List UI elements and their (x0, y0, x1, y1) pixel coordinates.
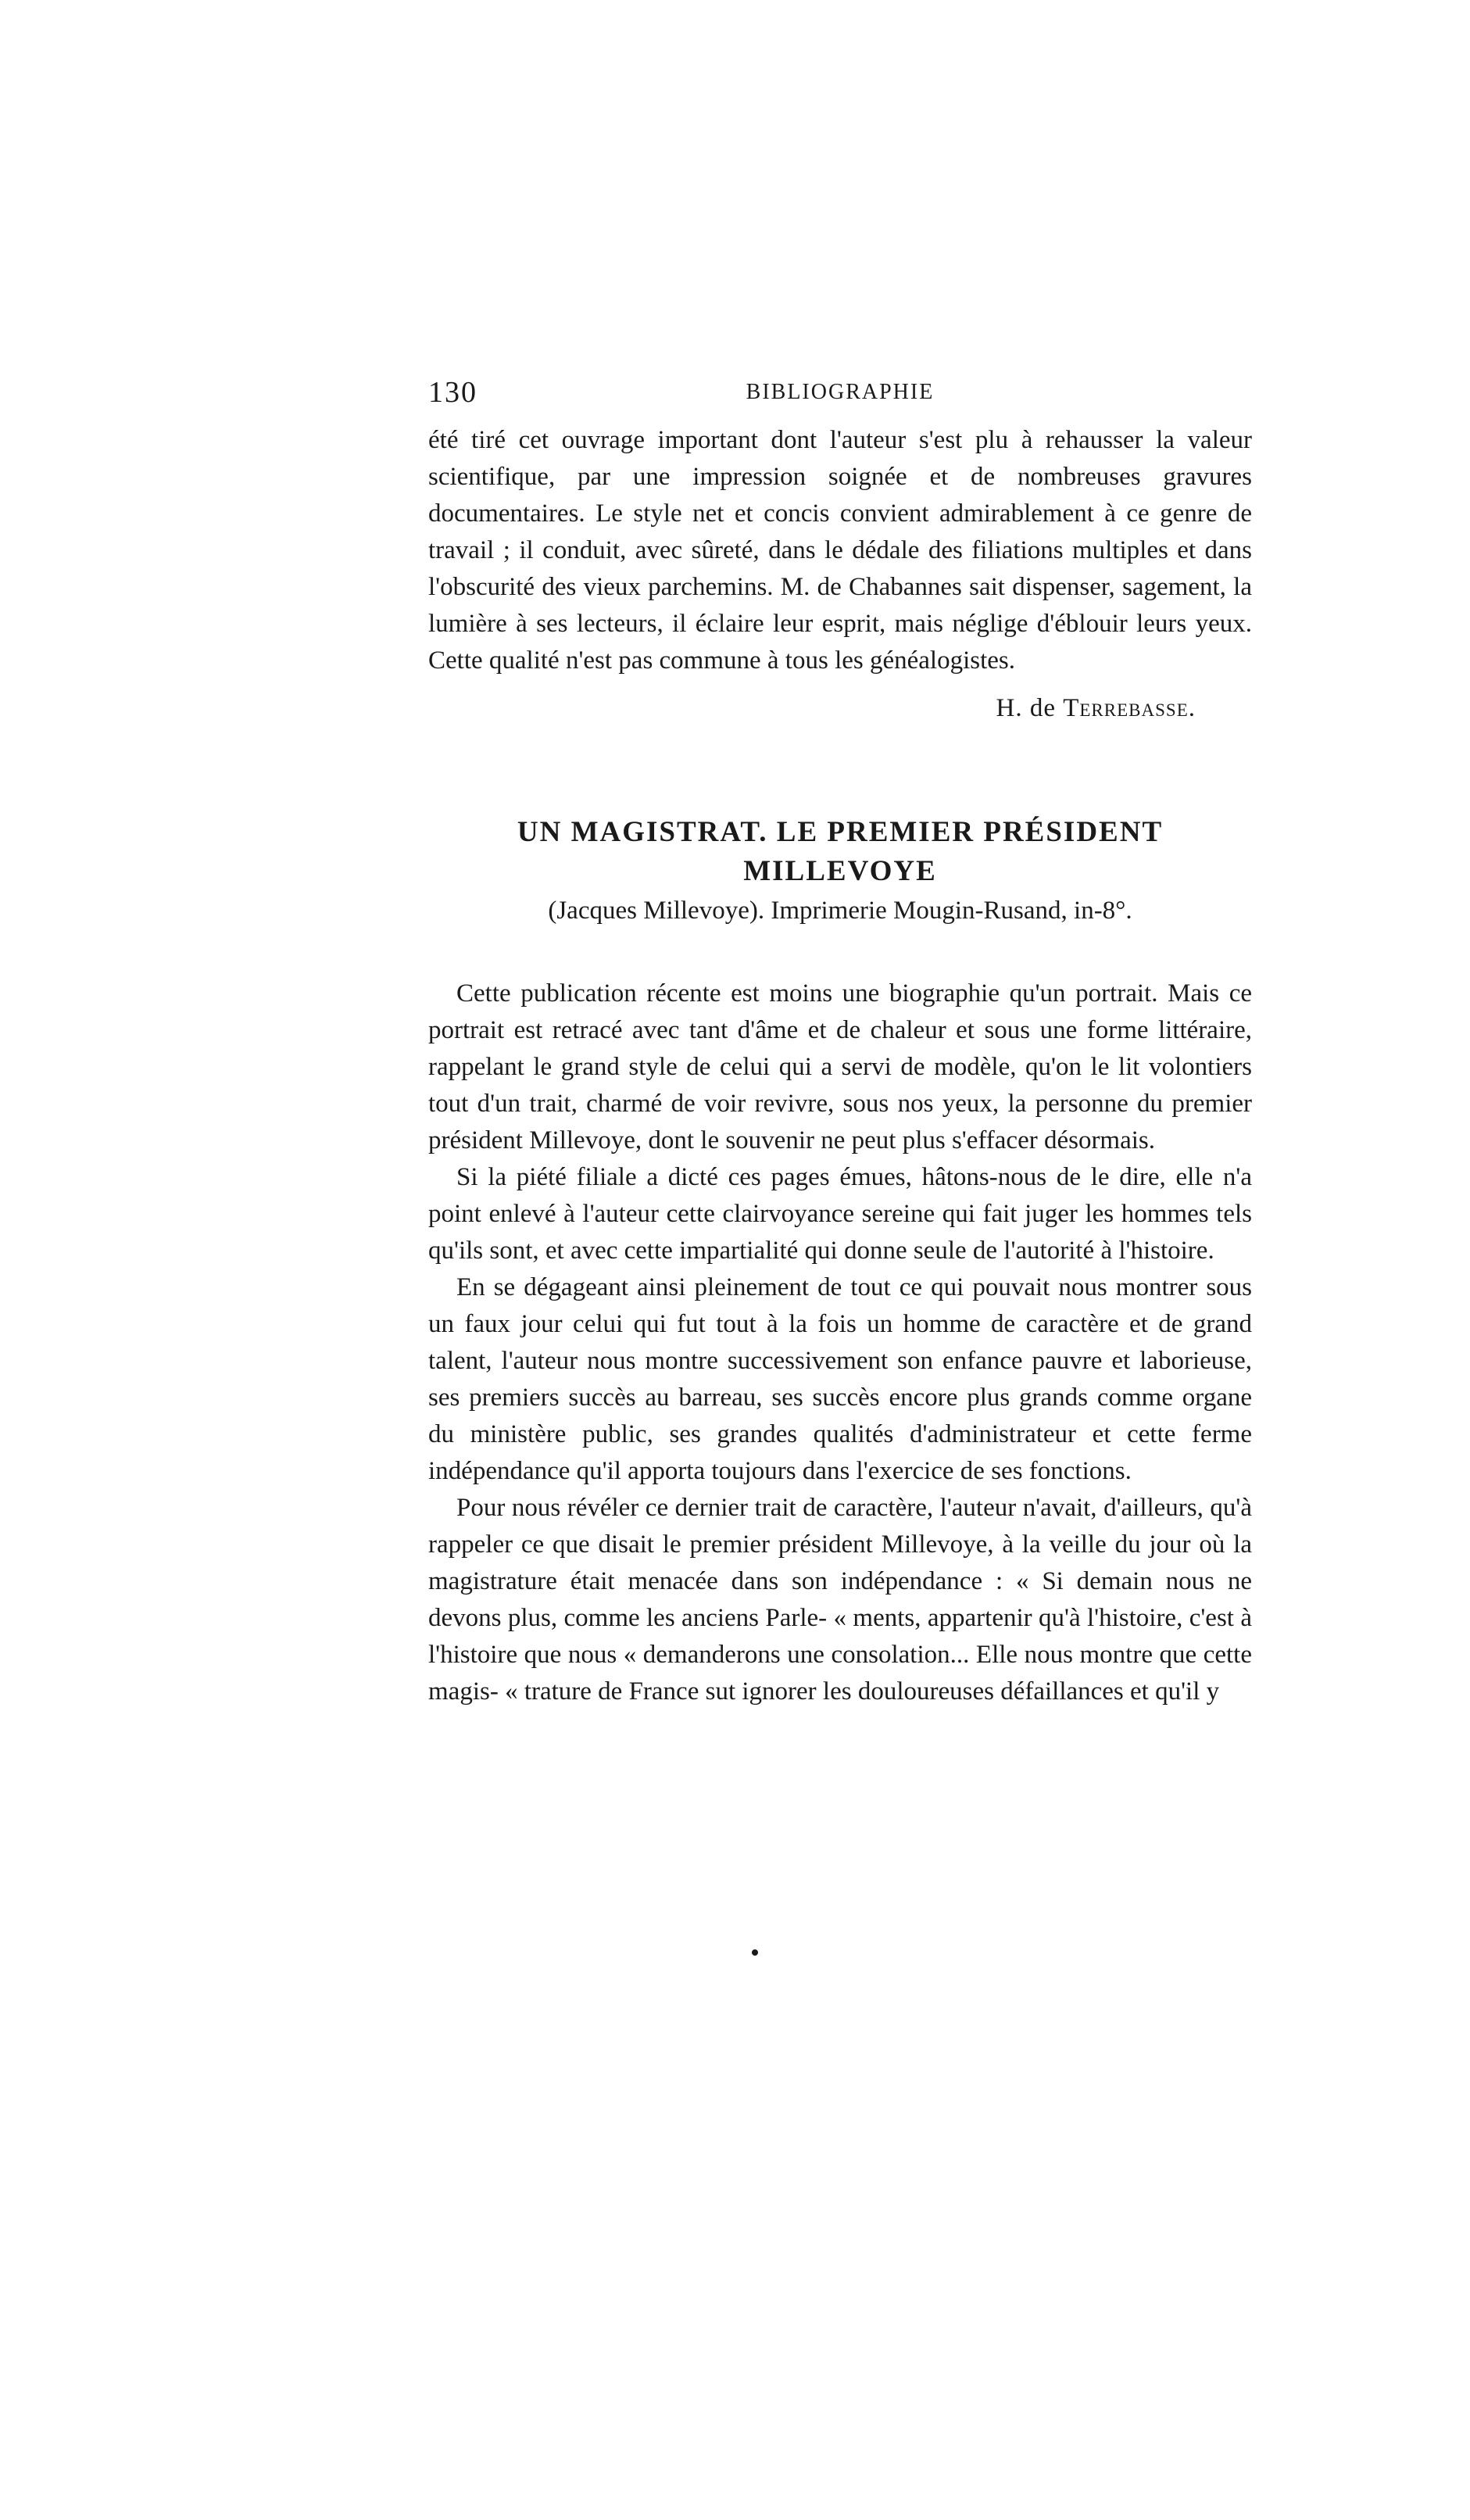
review-paragraph-1: Cette publication récente est moins une biographie qu'un portrait. Mais ce portrait est retracé avec tant d'âme et de chaleur et sous une forme littéraire, rappelant le grand style de celui qui a servi de modèle, qu'on le lit volontiers tout d'un trait, charmé de voir revivre, sous nos yeux, la personne du premier président Millevoye, dont le souvenir ne peut plus s'effacer désormais. (428, 979, 1252, 1154)
review-millevoye (428, 813, 1252, 1710)
review-continued-paragraph: été tiré cet ouvrage important dont l'auteur s'est plu à rehausser la valeur scientifique, par une impression soignée et de nombreuses gravures documentaires. Le style net et concis convient admirablement à ce genre de travail ; il conduit, avec sûreté, dans le dédale des filiations multiples et dans l'obscurité des vieux parchemins. M. de Chabannes sait dispenser, sagement, la lumière à ses lecteurs, il éclaire leur esprit, mais néglige d'éblouir leurs yeux. Cette qualité n'est pas commune à tous les généalogistes. (428, 426, 1252, 675)
page-number: 130 (428, 376, 477, 409)
review-title: UN MAGISTRAT. LE PREMIER PRÉSIDENT MILLEVOYE (517, 816, 1164, 887)
review-continued (428, 422, 1252, 727)
signature-initial: H. de (996, 694, 1056, 722)
signature-name: Terrebasse. (1063, 694, 1196, 722)
running-title: BIBLIOGRAPHIE (746, 380, 935, 404)
review-paragraph-3: En se dégageant ainsi pleinement de tout ce qui pouvait nous montrer sous un faux jour celui qui fut tout à la fois un homme de caractère et de grand talent, l'auteur nous montre successivement son enfance pauvre et laborieuse, ses premiers succès au barreau, ses succès encore plus grands comme organe du ministère public, ses grandes qualités d'administrateur et cette ferme indépendance qu'il apporta toujours dans l'exercice de ses fonctions. (428, 1273, 1252, 1485)
review-signature (428, 690, 1252, 727)
review-paragraph-4: Pour nous révéler ce dernier trait de caractère, l'auteur n'avait, d'ailleurs, qu'à rappeler ce que disait le premier président Millevoye, à la veille du jour où la magistrature était menacée dans son indépendance : « Si demain nous ne devons plus, comme les anciens Parle- « ments, appartenir qu'à l'histoire, c'est à l'histoire que nous « demanderons une consolation... Elle nous montre que cette magis- « trature de France sut ignorer les douloureuses défaillances et qu'il y (428, 1494, 1252, 1706)
review-body (428, 975, 1252, 1710)
ink-dot (752, 1949, 758, 1956)
review-subtitle: (Jacques Millevoye). Imprimerie Mougin-Rusand, in-8°. (548, 897, 1132, 925)
running-head (428, 375, 1252, 422)
review-paragraph-2: Si la piété filiale a dicté ces pages émues, hâtons-nous de le dire, elle n'a point enlevé à l'auteur cette clairvoyance sereine qui fait juger les hommes tels qu'ils sont, et avec cette impartialité qui donne seule de l'autorité à l'histoire. (428, 1163, 1252, 1265)
book-page (428, 375, 1252, 1710)
